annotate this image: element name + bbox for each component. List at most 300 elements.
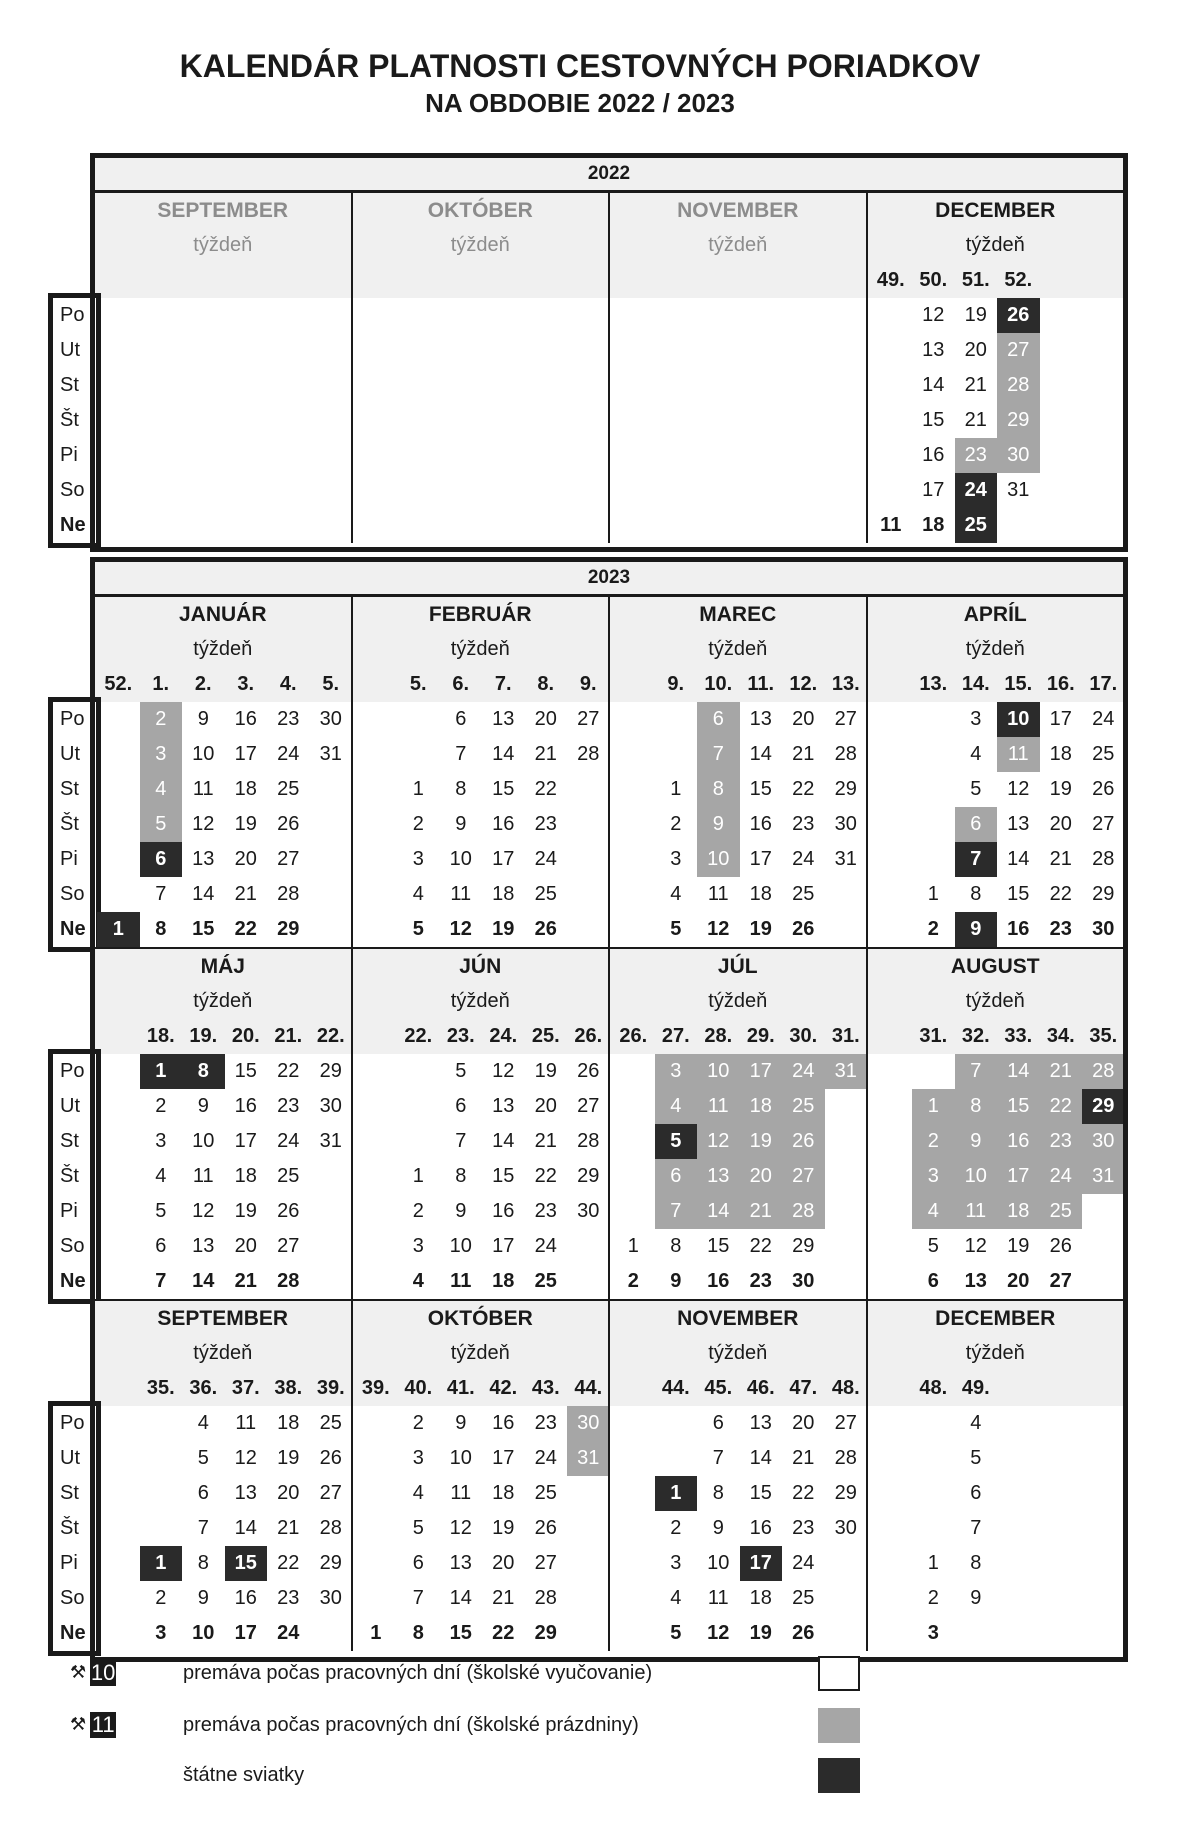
week-number: 41. [446, 1377, 475, 1399]
day-cell: 26 [792, 1622, 815, 1644]
school-holiday-day: 11 [697, 1089, 740, 1124]
month-name: DECEMBER [935, 1307, 1056, 1330]
day-cell: 8 [712, 1482, 724, 1504]
day-cell: 7 [197, 1517, 209, 1539]
day-cell: 16 [1007, 918, 1030, 940]
holiday-day: 9 [955, 912, 998, 947]
day-cell: 5 [670, 918, 682, 940]
day-cell: 14 [749, 1447, 772, 1469]
school-holiday-day: 13 [697, 1159, 740, 1194]
day-cell: 1 [627, 1235, 639, 1257]
day-cell: 26 [277, 1200, 300, 1222]
day-cell: 3 [155, 1622, 167, 1644]
day-cell: 6 [455, 708, 467, 730]
day-cell: 20 [534, 1095, 557, 1117]
day-cell: 26 [792, 918, 815, 940]
day-cell: 28 [534, 1587, 557, 1609]
day-cell: 15 [922, 409, 945, 431]
day-cell: 19 [492, 1517, 515, 1539]
day-cell: 22 [492, 1622, 515, 1644]
day-cell: 28 [834, 743, 857, 765]
day-cell: 17 [749, 848, 772, 870]
day-cell: 6 [970, 1482, 982, 1504]
day-cell: 7 [412, 1587, 424, 1609]
week-number: 9. [667, 673, 685, 695]
day-cell: 14 [234, 1517, 257, 1539]
day-cell: 23 [534, 813, 557, 835]
day-cell: 6 [197, 1482, 209, 1504]
day-cell: 8 [670, 1235, 682, 1257]
school-holiday-day: 30 [567, 1406, 610, 1441]
week-number: 12. [789, 673, 818, 695]
day-cell: 27 [1049, 1270, 1072, 1292]
day-cell: 30 [792, 1270, 815, 1292]
day-cell: 28 [277, 883, 300, 905]
day-cell: 25 [1092, 743, 1115, 765]
day-cell: 18 [1049, 743, 1072, 765]
day-cell: 29 [534, 1622, 557, 1644]
day-cell: 26 [534, 918, 557, 940]
month-name: SEPTEMBER [157, 1307, 289, 1330]
month-name: AUGUST [950, 955, 1040, 978]
month-name: SEPTEMBER [157, 199, 289, 222]
day-cell: 21 [234, 1270, 257, 1292]
week-number: 48. [831, 1377, 860, 1399]
day-cell: 9 [670, 1270, 682, 1292]
week-label: týždeň [965, 990, 1025, 1012]
day-cell: 11 [450, 1482, 472, 1504]
day-cell: 27 [1092, 813, 1115, 835]
day-cell: 8 [970, 1552, 982, 1574]
day-cell: 5 [412, 918, 424, 940]
week-label: týždeň [193, 638, 253, 660]
week-number: 16. [1046, 673, 1075, 695]
day-cell: 23 [749, 1270, 772, 1292]
day-cell: 18 [234, 778, 257, 800]
day-cell: 5 [927, 1235, 939, 1257]
day-cell: 12 [1007, 778, 1030, 800]
day-name: Ne [60, 918, 86, 940]
week-label: týždeň [965, 638, 1025, 660]
day-cell: 6 [155, 1235, 167, 1257]
day-cell: 6 [927, 1270, 939, 1292]
day-cell: 21 [234, 883, 257, 905]
holiday-day: 25 [955, 508, 998, 543]
school-holiday-day: 30 [997, 438, 1040, 473]
day-cell: 15 [492, 778, 515, 800]
week-number: 23. [446, 1025, 475, 1047]
day-cell: 19 [1007, 1235, 1030, 1257]
school-holiday-day: 29 [997, 403, 1040, 438]
week-number: 3. [237, 673, 255, 695]
day-cell: 30 [577, 1200, 600, 1222]
day-cell: 29 [277, 918, 300, 940]
day-cell: 26 [577, 1060, 600, 1082]
day-cell: 7 [970, 1517, 982, 1539]
day-cell: 16 [749, 813, 772, 835]
week-number: 15. [1004, 673, 1033, 695]
day-name: Ut [60, 1447, 80, 1469]
day-name: Ne [60, 514, 86, 536]
day-cell: 24 [534, 848, 557, 870]
day-name: Ne [60, 1270, 86, 1292]
day-name: Po [60, 1412, 85, 1434]
day-cell: 8 [455, 1165, 467, 1187]
day-cell: 2 [927, 918, 939, 940]
week-number: 45. [704, 1377, 733, 1399]
school-holiday-day: 21 [740, 1194, 783, 1229]
day-cell: 5 [970, 778, 982, 800]
day-name: So [60, 1587, 85, 1609]
hammers-icon: ⚒ [70, 1662, 87, 1683]
day-name: Pi [60, 444, 78, 466]
week-label: týždeň [193, 990, 253, 1012]
day-cell: 13 [192, 1235, 215, 1257]
school-holiday-day: 23 [1040, 1124, 1083, 1159]
week-number: 32. [961, 1025, 990, 1047]
day-cell: 12 [449, 918, 472, 940]
day-cell: 30 [834, 1517, 857, 1539]
week-number: 31. [831, 1025, 860, 1047]
school-holiday-day: 25 [1040, 1194, 1083, 1229]
day-cell: 10 [449, 1235, 472, 1257]
day-cell: 13 [922, 339, 945, 361]
week-number: 49. [961, 1377, 990, 1399]
day-cell: 25 [534, 1270, 557, 1292]
day-cell: 15 [234, 1060, 257, 1082]
week-number: 27. [661, 1025, 690, 1047]
school-holiday-day: 25 [782, 1089, 825, 1124]
legend-symbol [70, 1712, 130, 1742]
day-cell: 2 [670, 813, 682, 835]
day-cell: 17 [492, 1235, 515, 1257]
day-name: St [60, 778, 79, 800]
school-holiday-day: 21 [1040, 1054, 1083, 1089]
week-number: 24. [489, 1025, 518, 1047]
school-holiday-day: 4 [655, 1089, 698, 1124]
day-name: Ut [60, 339, 80, 361]
day-cell: 19 [492, 918, 515, 940]
day-cell: 23 [1049, 918, 1072, 940]
school-holiday-day: 28 [1082, 1054, 1125, 1089]
day-cell: 20 [234, 1235, 257, 1257]
school-holiday-day: 19 [740, 1124, 783, 1159]
day-cell: 4 [970, 743, 982, 765]
day-cell: 11 [707, 883, 729, 905]
legend-text: štátne sviatky [183, 1764, 305, 1786]
day-cell: 31 [834, 848, 857, 870]
day-name: So [60, 883, 85, 905]
day-cell: 31 [1007, 479, 1030, 501]
week-label: týždeň [708, 990, 768, 1012]
month-name: NOVEMBER [677, 199, 799, 222]
week-number: 44. [574, 1377, 603, 1399]
day-cell: 4 [197, 1412, 209, 1434]
day-cell: 29 [577, 1165, 600, 1187]
day-cell: 11 [707, 1587, 729, 1609]
week-number: 47. [789, 1377, 818, 1399]
day-cell: 16 [707, 1270, 730, 1292]
week-number: 25. [531, 1025, 560, 1047]
day-cell: 10 [449, 848, 472, 870]
legend-symbol [70, 1660, 130, 1690]
day-cell: 20 [492, 1552, 515, 1574]
day-cell: 7 [455, 743, 467, 765]
school-holiday-day: 27 [997, 333, 1040, 368]
day-cell: 29 [1092, 883, 1115, 905]
holiday-day: 1 [140, 1054, 183, 1089]
school-holiday-day: 27 [782, 1159, 825, 1194]
week-label: týždeň [450, 990, 510, 1012]
legend-swatch [818, 1758, 860, 1793]
day-cell: 4 [970, 1412, 982, 1434]
week-number: 26. [619, 1025, 648, 1047]
day-cell: 24 [277, 1622, 300, 1644]
day-cell: 2 [627, 1270, 639, 1292]
week-number: 8. [537, 673, 555, 695]
school-holiday-day: 3 [655, 1054, 698, 1089]
day-name: Št [60, 813, 79, 835]
day-cell: 16 [922, 444, 945, 466]
day-cell: 30 [1092, 918, 1115, 940]
day-cell: 22 [534, 1165, 557, 1187]
day-cell: 19 [277, 1447, 300, 1469]
day-name: So [60, 1235, 85, 1257]
holiday-day: 7 [955, 842, 998, 877]
day-name: St [60, 1482, 79, 1504]
day-cell: 18 [749, 1587, 772, 1609]
day-cell: 18 [749, 883, 772, 905]
week-number: 5. [409, 673, 427, 695]
day-cell: 4 [155, 1165, 167, 1187]
day-cell: 14 [492, 1130, 515, 1152]
day-cell: 27 [834, 1412, 857, 1434]
day-name: Po [60, 1060, 85, 1082]
day-cell: 21 [1049, 848, 1072, 870]
day-cell: 25 [534, 1482, 557, 1504]
holiday-day: 5 [655, 1124, 698, 1159]
day-cell: 17 [492, 848, 515, 870]
day-cell: 23 [277, 708, 300, 730]
day-cell: 4 [412, 1270, 424, 1292]
holiday-day: 1 [655, 1476, 698, 1511]
day-cell: 27 [277, 1235, 300, 1257]
week-number: 19. [189, 1025, 218, 1047]
school-holiday-day: 16 [997, 1124, 1040, 1159]
day-cell: 23 [534, 1412, 557, 1434]
day-cell: 20 [964, 339, 987, 361]
holiday-day: 8 [182, 1054, 225, 1089]
week-number: 50. [919, 269, 948, 291]
school-holiday-day: 2 [140, 702, 183, 737]
month-name: JÚN [459, 955, 502, 978]
week-number: 38. [274, 1377, 303, 1399]
day-cell: 13 [449, 1552, 472, 1574]
day-cell: 12 [492, 1060, 515, 1082]
school-holiday-day: 17 [740, 1054, 783, 1089]
holiday-day: 26 [997, 298, 1040, 333]
day-cell: 29 [834, 1482, 857, 1504]
day-cell: 20 [234, 848, 257, 870]
day-cell: 14 [192, 1270, 215, 1292]
day-cell: 8 [197, 1552, 209, 1574]
school-holiday-day: 15 [997, 1089, 1040, 1124]
day-cell: 24 [277, 1130, 300, 1152]
day-name: Po [60, 708, 85, 730]
month-name: MÁJ [200, 955, 245, 978]
day-cell: 28 [277, 1270, 300, 1292]
day-cell: 29 [319, 1060, 342, 1082]
day-cell: 3 [412, 848, 424, 870]
day-cell: 27 [277, 848, 300, 870]
week-label: týždeň [450, 234, 510, 256]
day-cell: 29 [319, 1552, 342, 1574]
day-cell: 8 [455, 778, 467, 800]
day-cell: 9 [197, 1587, 209, 1609]
school-holiday-day: 4 [912, 1194, 955, 1229]
day-cell: 23 [792, 813, 815, 835]
day-cell: 13 [492, 1095, 515, 1117]
school-holiday-day: 31 [825, 1054, 868, 1089]
day-cell: 20 [1007, 1270, 1030, 1292]
day-cell: 27 [577, 1095, 600, 1117]
day-cell: 14 [449, 1587, 472, 1609]
day-cell: 26 [534, 1517, 557, 1539]
week-label: týždeň [965, 234, 1025, 256]
day-cell: 15 [1007, 883, 1030, 905]
day-cell: 18 [922, 514, 945, 536]
day-cell: 19 [1049, 778, 1072, 800]
page-title: KALENDÁR PLATNOSTI CESTOVNÝCH PORIADKOV [179, 48, 981, 84]
month-name: FEBRUÁR [428, 603, 532, 626]
day-cell: 10 [192, 1130, 215, 1152]
day-name: St [60, 1130, 79, 1152]
school-holiday-day: 18 [997, 1194, 1040, 1229]
day-cell: 3 [412, 1447, 424, 1469]
day-cell: 10 [449, 1447, 472, 1469]
day-cell: 13 [749, 708, 772, 730]
day-cell: 4 [670, 1587, 682, 1609]
year-header: 2023 [94, 561, 1124, 597]
day-cell: 9 [712, 1517, 724, 1539]
day-cell: 24 [534, 1447, 557, 1469]
legend-badge: 10 [90, 1660, 116, 1685]
school-holiday-day: 11 [955, 1194, 998, 1229]
day-cell: 2 [927, 1587, 939, 1609]
school-holiday-day: 4 [140, 772, 183, 807]
day-cell: 19 [234, 1200, 257, 1222]
day-cell: 25 [277, 778, 300, 800]
day-cell: 22 [234, 918, 257, 940]
week-number: 13. [831, 673, 860, 695]
day-cell: 20 [792, 708, 815, 730]
day-cell: 30 [319, 708, 342, 730]
week-number: 39. [361, 1377, 390, 1399]
week-number: 1. [152, 673, 170, 695]
month-name: DECEMBER [935, 199, 1056, 222]
week-label: týždeň [193, 234, 253, 256]
school-holiday-day: 8 [955, 1089, 998, 1124]
week-number: 35. [1089, 1025, 1118, 1047]
week-number: 13. [919, 673, 948, 695]
day-cell: 26 [277, 813, 300, 835]
school-holiday-day: 11 [997, 737, 1040, 772]
school-holiday-day: 18 [740, 1089, 783, 1124]
day-name: Pi [60, 1552, 78, 1574]
day-cell: 11 [450, 1270, 472, 1292]
day-cell: 8 [412, 1622, 424, 1644]
week-number: 46. [746, 1377, 775, 1399]
day-cell: 18 [234, 1165, 257, 1187]
school-holiday-day: 26 [782, 1124, 825, 1159]
school-holiday-day: 31 [1082, 1159, 1125, 1194]
day-name: Ut [60, 743, 80, 765]
school-holiday-day: 9 [955, 1124, 998, 1159]
day-cell: 16 [234, 708, 257, 730]
day-cell: 15 [749, 778, 772, 800]
day-cell: 1 [370, 1622, 382, 1644]
day-name: St [60, 374, 79, 396]
week-number: 35. [146, 1377, 175, 1399]
week-number: 52. [1004, 269, 1033, 291]
week-number: 9. [579, 673, 597, 695]
day-cell: 12 [922, 304, 945, 326]
day-cell: 9 [455, 1412, 467, 1434]
day-cell: 22 [792, 1482, 815, 1504]
day-cell: 15 [749, 1482, 772, 1504]
holiday-day: 10 [997, 702, 1040, 737]
day-cell: 9 [455, 813, 467, 835]
school-holiday-day: 7 [697, 737, 740, 772]
day-cell: 22 [1049, 883, 1072, 905]
day-cell: 2 [412, 1412, 424, 1434]
day-cell: 5 [455, 1060, 467, 1082]
day-name: Ut [60, 1095, 80, 1117]
day-cell: 21 [792, 743, 815, 765]
holiday-day: 29 [1082, 1089, 1125, 1124]
school-holiday-day: 2 [912, 1124, 955, 1159]
school-holiday-day: 5 [140, 807, 183, 842]
holiday-day: 6 [140, 842, 183, 877]
day-cell: 27 [834, 708, 857, 730]
day-cell: 25 [534, 883, 557, 905]
day-cell: 16 [749, 1517, 772, 1539]
day-cell: 3 [927, 1622, 939, 1644]
day-cell: 20 [1049, 813, 1072, 835]
day-cell: 8 [970, 883, 982, 905]
week-label: týždeň [450, 638, 510, 660]
school-holiday-day: 3 [912, 1159, 955, 1194]
week-number: 36. [189, 1377, 218, 1399]
week-number: 43. [531, 1377, 560, 1399]
week-number: 51. [961, 269, 990, 291]
day-cell: 4 [412, 1482, 424, 1504]
day-cell: 3 [670, 848, 682, 870]
week-label: týždeň [708, 638, 768, 660]
day-cell: 26 [319, 1447, 342, 1469]
day-cell: 11 [235, 1412, 257, 1434]
school-holiday-day: 22 [1040, 1089, 1083, 1124]
day-cell: 20 [534, 708, 557, 730]
day-cell: 9 [970, 1587, 982, 1609]
school-holiday-day: 8 [697, 772, 740, 807]
day-cell: 13 [234, 1482, 257, 1504]
school-holiday-day: 14 [997, 1054, 1040, 1089]
day-cell: 19 [749, 1622, 772, 1644]
day-cell: 5 [197, 1447, 209, 1469]
day-cell: 6 [412, 1552, 424, 1574]
day-cell: 22 [749, 1235, 772, 1257]
